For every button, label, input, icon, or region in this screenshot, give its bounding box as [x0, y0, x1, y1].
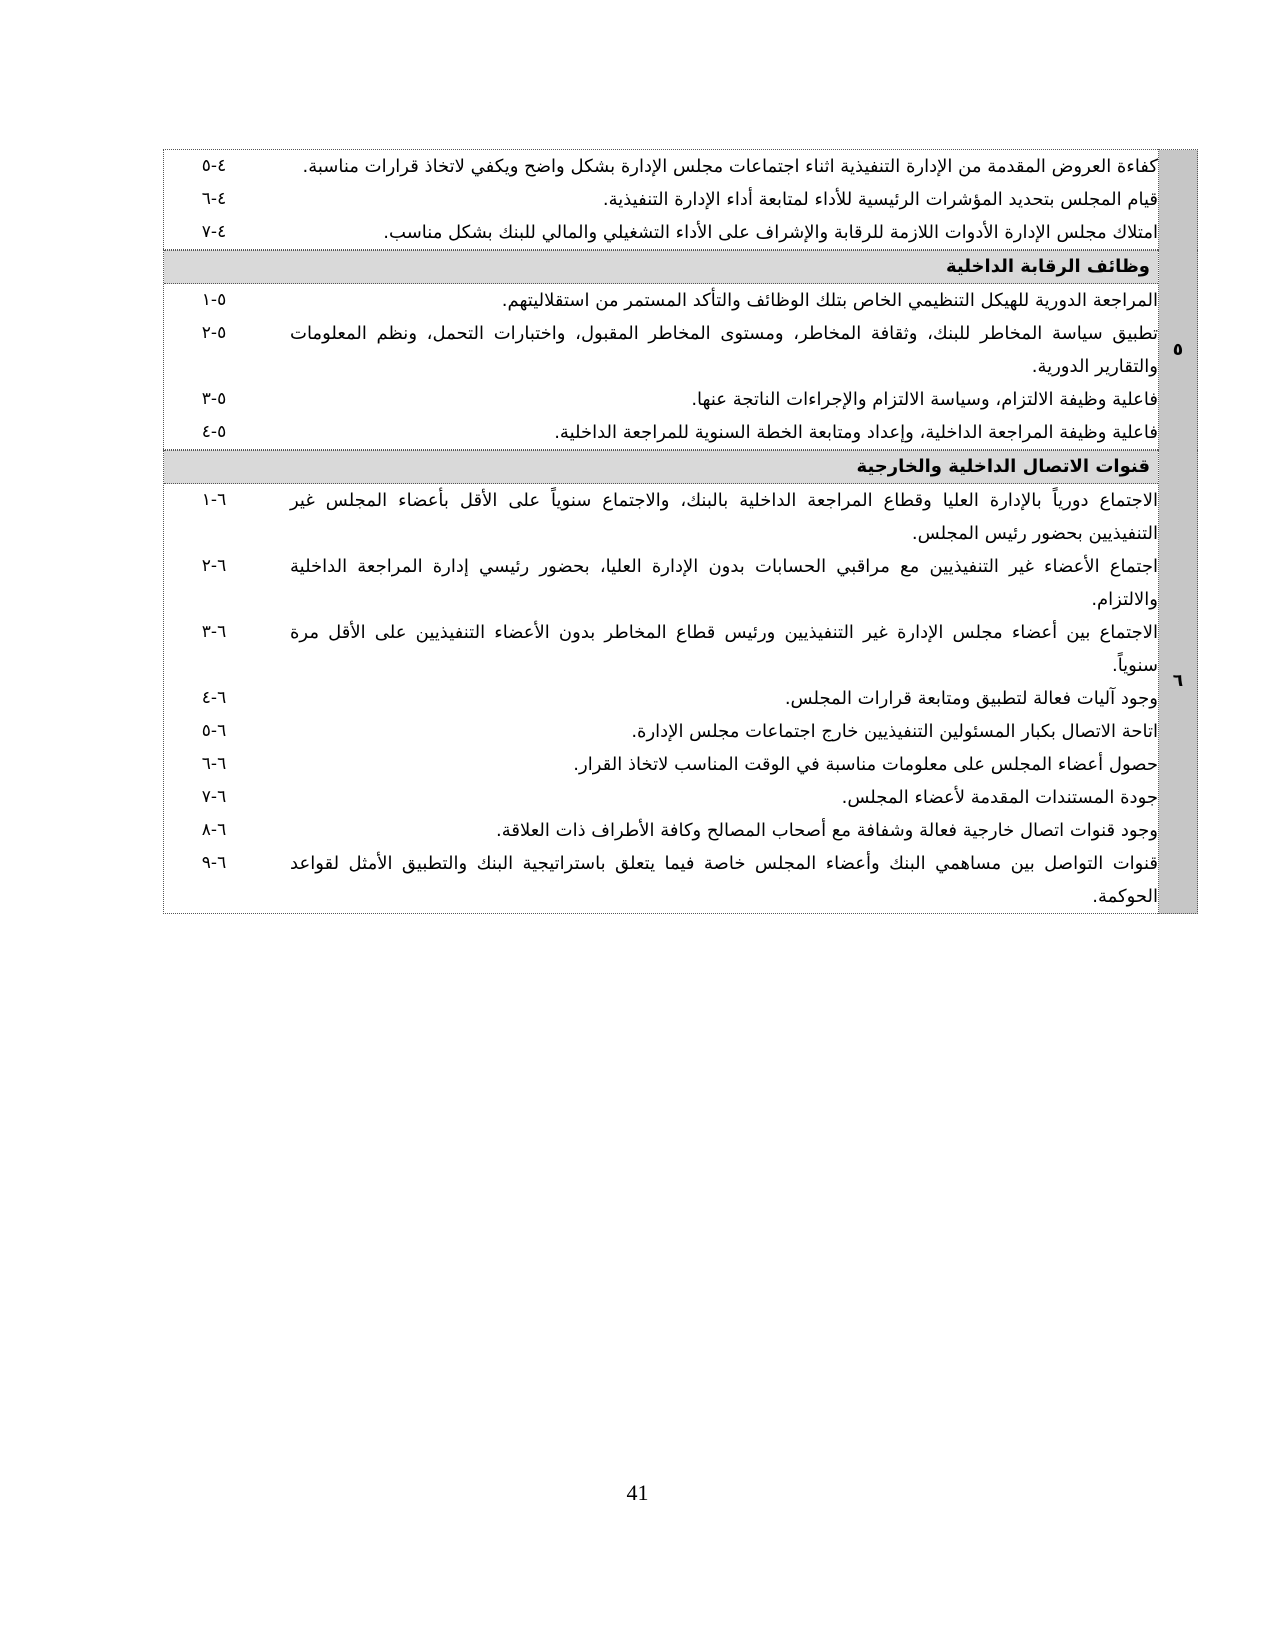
item-list [164, 484, 1158, 913]
item-text: فاعلية وظيفة الالتزام، وسياسة الالتزام والإجراءات الناتجة عنها. [691, 389, 1158, 410]
list-item [164, 847, 1158, 913]
list-item [164, 183, 1158, 216]
list-item [164, 150, 1158, 183]
item-number: ٦-٤ [201, 688, 227, 708]
item-text: كفاءة العروض المقدمة من الإدارة التنفيذية اثناء اجتماعات مجلس الإدارة بشكل واضح ويكفي لاتخاذ قرارات مناسبة. [302, 156, 1158, 177]
item-list [164, 284, 1158, 449]
item-text: قنوات التواصل بين مساهمي البنك وأعضاء المجلس خاصة فيما يتعلق باستراتيجية البنك والتطبيق الأمثل لقواعد الحوكمة. [290, 853, 1158, 907]
item-number: ٤-٥ [201, 156, 227, 176]
item-text: فاعلية وظيفة المراجعة الداخلية، وإعداد ومتابعة الخطة السنوية للمراجعة الداخلية. [554, 422, 1158, 443]
item-text: الاجتماع دورياً بالإدارة العليا وقطاع المراجعة الداخلية بالبنك، والاجتماع سنوياً على الأقل بأعضاء المجلس غير التنفيذيين بحضور رئيس المجلس. [290, 490, 1158, 544]
item-text: وجود قنوات اتصال خارجية فعالة وشفافة مع أصحاب المصالح وكافة الأطراف ذات العلاقة. [496, 820, 1158, 841]
list-item [164, 416, 1158, 449]
item-text: الاجتماع بين أعضاء مجلس الإدارة غير التنفيذيين ورئيس قطاع المخاطر بدون الأعضاء التنفيذيين على الأقل مرة سنوياً. [290, 622, 1158, 676]
table-row [164, 150, 1198, 250]
page-number: 41 [626, 1480, 649, 1505]
governance-table [163, 149, 1198, 914]
item-number: ٦-٩ [201, 853, 227, 873]
list-item [164, 781, 1158, 814]
item-number: ٥-١ [201, 290, 227, 310]
list-item [164, 383, 1158, 416]
item-text: تطبيق سياسة المخاطر للبنك، وثقافة المخاطر، ومستوى المخاطر المقبول، واختبارات التحمل، ونظم المعلومات والتقارير الدورية. [290, 323, 1158, 377]
section-5-title: وظائف الرقابة الداخلية [164, 250, 1158, 284]
list-item [164, 748, 1158, 781]
section-5-number: ٥ [1159, 250, 1198, 450]
list-item [164, 484, 1158, 550]
item-text: وجود آليات فعالة لتطبيق ومتابعة قرارات المجلس. [784, 688, 1158, 709]
list-item [164, 682, 1158, 715]
item-number: ٦-١ [201, 490, 227, 510]
item-number: ٦-٨ [201, 820, 227, 840]
item-text: حصول أعضاء المجلس على معلومات مناسبة في الوقت المناسب لاتخاذ القرار. [573, 754, 1158, 775]
item-number: ٦-٧ [201, 787, 227, 807]
item-number: ٥-٢ [201, 323, 227, 343]
item-text: امتلاك مجلس الإدارة الأدوات اللازمة للرقابة والإشراف على الأداء التشغيلي والمالي للبنك بشكل مناسب. [383, 222, 1158, 243]
table-row [164, 250, 1198, 450]
item-text: اجتماع الأعضاء غير التنفيذيين مع مراقبي الحسابات بدون الإدارة العليا، بحضور رئيسي إدارة المراجعة الداخلية والالتزام. [290, 556, 1158, 610]
item-number: ٦-٦ [201, 754, 227, 774]
item-text: قيام المجلس بتحديد المؤشرات الرئيسية للأداء لمتابعة أداء الإدارة التنفيذية. [602, 189, 1158, 210]
item-number: ٤-٦ [201, 189, 227, 209]
item-text: جودة المستندات المقدمة لأعضاء المجلس. [841, 787, 1158, 808]
section-6-title: قنوات الاتصال الداخلية والخارجية [164, 450, 1158, 484]
list-item [164, 216, 1158, 249]
item-number: ٦-٢ [201, 556, 227, 576]
section-6-number: ٦ [1159, 450, 1198, 914]
list-item [164, 317, 1158, 383]
item-number: ٥-٣ [201, 389, 227, 409]
table-row [164, 450, 1198, 914]
item-number: ٦-٣ [201, 622, 227, 642]
item-text: المراجعة الدورية للهيكل التنظيمي الخاص بتلك الوظائف والتأكد المستمر من استقلاليتهم. [501, 290, 1158, 311]
list-item [164, 814, 1158, 847]
item-number: ٦-٥ [201, 721, 227, 741]
list-item [164, 284, 1158, 317]
section-5-content [164, 250, 1159, 450]
section-6-content [164, 450, 1159, 914]
item-number: ٥-٤ [201, 422, 227, 442]
item-number: ٤-٧ [201, 222, 227, 242]
item-text: اتاحة الاتصال بكبار المسئولين التنفيذيين خارج اجتماعات مجلس الإدارة. [631, 721, 1158, 742]
item-list [164, 150, 1158, 249]
list-item [164, 616, 1158, 682]
list-item [164, 715, 1158, 748]
section-number-cell [1159, 150, 1198, 250]
top-items-cell [164, 150, 1159, 250]
list-item [164, 550, 1158, 616]
